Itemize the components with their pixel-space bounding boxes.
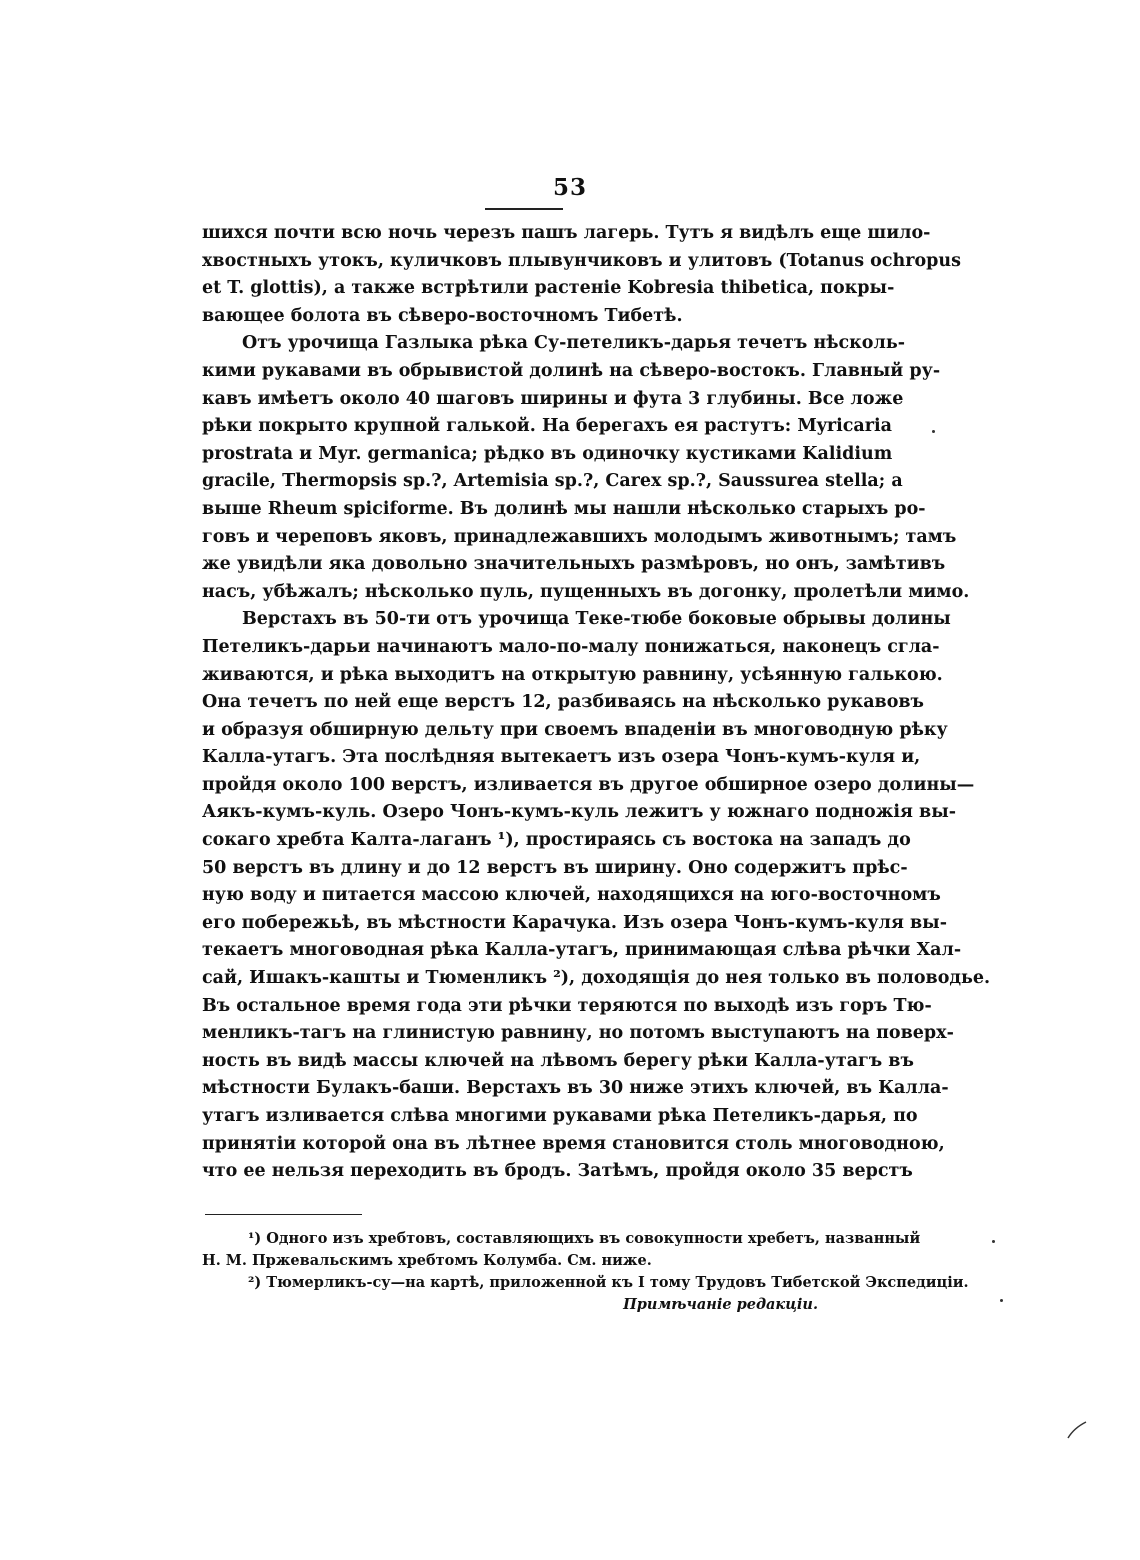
text-line: сокаго хребта Калта-лаганъ ¹), простираясь съ востока на западъ до [202, 830, 911, 851]
text-line: gracile, Thermopsis sp.?, Artemisia sp.?, Carex sp.?, Saussurea stella; а [202, 471, 903, 492]
text-line: рѣки покрыто крупной галькой. На берегахъ ея растутъ: Myricaria [202, 416, 892, 437]
stray-mark [932, 430, 935, 433]
text-line: Петеликъ-дарьи начинаютъ мало-по-малу понижаться, наконецъ сгла- [202, 636, 940, 657]
text-line: текаетъ многоводная рѣка Калла-утагъ, принимающая слѣва рѣчки Хал- [202, 940, 962, 961]
stray-mark [992, 1240, 995, 1243]
text-line: prostrata и Myr. germanica; рѣдко въ одиночку кустиками Kalidium [202, 443, 893, 464]
text-line: же увидѣли яка довольно значительныхъ размѣровъ, но онъ, замѣтивъ [202, 554, 946, 575]
text-line: и образуя обширную дельту при своемъ впаденіи въ многоводную рѣку [202, 719, 948, 740]
text-line: его побережьѣ, въ мѣстности Карачука. Изъ озера Чонъ-кумъ-куля вы- [202, 912, 947, 933]
text-line: Она течетъ по ней еще верстъ 12, разбиваясь на нѣсколько рукавовъ [202, 692, 924, 713]
text-line: утагъ изливается слѣва многими рукавами рѣка Петеликъ-дарья, по [202, 1106, 918, 1126]
text-line: et T. glottis), а также встрѣтили растеніе Kobresia thibetica, покры- [202, 278, 895, 299]
text-line: 50 верстъ въ длину и до 12 верстъ въ ширину. Оно содержитъ прѣс- [202, 857, 908, 878]
text-line: сай, Ишакъ-кашты и Тюменликъ ²), доходящія до нея только въ половодье. [202, 968, 991, 989]
text-line: Отъ урочища Газлыка рѣка Су-петеликъ-дарья течетъ нѣсколь- [242, 333, 905, 354]
text-line: ную воду и питается массою ключей, находящихся на юго-восточномъ [202, 885, 941, 906]
text-line: хвостныхъ утокъ, куличковъ плывунчиковъ и улитовъ (Totanus ochropus [202, 250, 961, 271]
text-line: пройдя около 100 верстъ, изливается въ другое обширное озеро долины— [202, 774, 975, 795]
footnote-line: ¹) Одного изъ хребтовъ, составляющихъ въ совокупности хребетъ, названный [248, 1230, 921, 1247]
text-line: что ее нельзя переходить въ бродъ. Затѣмъ, пройдя около 35 верстъ [202, 1161, 913, 1182]
text-line: менликъ-тагъ на глинистую равнину, но потомъ выступаютъ на поверх- [202, 1023, 954, 1044]
editor-note: Примѣчаніе редакціи. [623, 1296, 818, 1313]
text-line: мѣстности Булакъ-баши. Верстахъ въ 30 ниже этихъ ключей, въ Калла- [202, 1078, 949, 1099]
body-text [202, 220, 991, 1186]
page-number: 53 [552, 174, 587, 201]
text-line: Аякъ-кумъ-куль. Озеро Чонъ-кумъ-куль лежитъ у южнаго подножія вы- [202, 802, 957, 823]
text-line: насъ, убѣжалъ; нѣсколько пуль, пущенныхъ въ догонку, пролетѣли мимо. [202, 581, 970, 602]
page-number-rule [485, 208, 563, 210]
text-line: кавъ имѣетъ около 40 шаговъ ширины и фута 3 глубины. Все ложе [202, 388, 904, 409]
text-line: живаются, и рѣка выходитъ на открытую равнину, усѣянную галькою. [202, 664, 943, 685]
text-line: Въ остальное время года эти рѣчки теряются по выходѣ изъ горъ Тю- [202, 995, 932, 1016]
footnotes [202, 1228, 969, 1316]
text-line: выше Rheum spiciforme. Въ долинѣ мы нашли нѣсколько старыхъ ро- [202, 498, 926, 519]
text-line: вающее болота въ сѣверо-восточномъ Тибетѣ. [202, 305, 683, 326]
text-line: ность въ видѣ массы ключей на лѣвомъ берегу рѣки Калла-утагъ въ [202, 1050, 914, 1071]
footnote-rule [205, 1214, 362, 1215]
text-line: Верстахъ въ 50-ти отъ урочища Теке-тюбе боковые обрывы долины [242, 609, 951, 630]
text-line: шихся почти всю ночь черезъ пашъ лагерь. Тутъ я видѣлъ еще шило- [202, 223, 931, 243]
footnote-line: Н. М. Пржевальскимъ хребтомъ Колумба. См. ниже. [202, 1252, 652, 1269]
text-line: принятіи которой она въ лѣтнее время становится столь многоводною, [202, 1133, 945, 1154]
stray-mark [1000, 1299, 1003, 1302]
text-line: говъ и череповъ яковъ, принадлежавшихъ молодымъ животнымъ; тамъ [202, 526, 957, 547]
text-line: кими рукавами въ обрывистой долинѣ на сѣверо-востокъ. Главный ру- [202, 360, 941, 381]
footnote-line: ²) Тюмерликъ-су—на картѣ, приложенной къ I тому Трудовъ Тибетской Экспедиціи. [248, 1274, 969, 1291]
pen-stroke-mark [1066, 1418, 1090, 1442]
text-line: Калла-утагъ. Эта послѣдняя вытекаетъ изъ озера Чонъ-кумъ-куля и, [202, 747, 921, 768]
